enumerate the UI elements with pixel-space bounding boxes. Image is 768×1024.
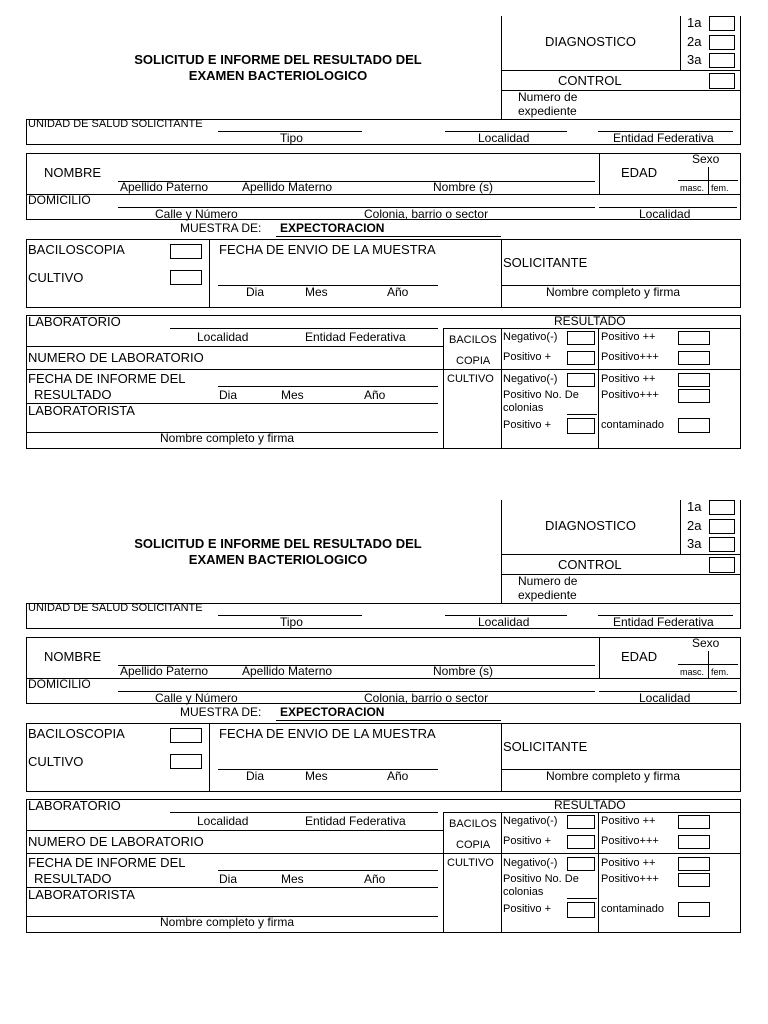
cult-positivo-2-label: Positivo ++: [601, 373, 656, 385]
diag-3a-label: 3a: [687, 536, 702, 551]
sexo-label: Sexo: [692, 152, 720, 166]
cult-negativo-label: Negativo(-): [503, 373, 558, 385]
bk-negativo-label: Negativo(-): [503, 331, 558, 343]
localidad-label: Localidad: [478, 131, 530, 145]
numero-laboratorio-label: NUMERO DE LABORATORIO: [28, 834, 204, 849]
cult-positivo-colonias-label-1: Positivo No. De: [503, 389, 579, 401]
control-label: CONTROL: [558, 557, 622, 572]
informe-dia-label: Dia: [219, 872, 238, 886]
fem-label: fem.: [711, 183, 729, 193]
fecha-informe-label-1: FECHA DE INFORME DEL: [28, 855, 186, 870]
numero-expediente-label-1: Numero de: [518, 574, 578, 588]
bk-positivo-1-checkbox[interactable]: [567, 835, 595, 849]
diag-2a-checkbox[interactable]: [709, 519, 735, 534]
calle-label: Calle y Número: [155, 207, 238, 221]
unidad-salud-label: UNIDAD DE SALUD SOLICITANTE: [28, 118, 203, 130]
cultivo-checkbox[interactable]: [170, 754, 202, 769]
apellido-paterno-label: Apellido Paterno: [120, 664, 209, 678]
resultado-label: RESULTADO: [554, 314, 626, 328]
bk-negativo-label: Negativo(-): [503, 815, 558, 827]
cultivo-checkbox[interactable]: [170, 270, 202, 285]
cult-negativo-checkbox[interactable]: [567, 373, 595, 387]
cult-positivo-3-checkbox[interactable]: [678, 873, 710, 887]
bk-positivo-2-label: Positivo ++: [601, 331, 656, 343]
numero-expediente-label-2: expediente: [518, 588, 577, 602]
laboratorista-firma-label: Nombre completo y firma: [160, 431, 295, 445]
baciloscopia-label: BACILOSCOPIA: [28, 726, 125, 741]
laboratorio-localidad-label: Localidad: [197, 330, 249, 344]
control-checkbox[interactable]: [709, 557, 735, 573]
laboratorio-entidad-label: Entidad Federativa: [305, 814, 406, 828]
solicitante-firma-label: Nombre completo y firma: [546, 285, 681, 299]
cult-positivo-colonias-label-1: Positivo No. De: [503, 873, 579, 885]
nombre-label: NOMBRE: [44, 649, 102, 664]
tipo-label: Tipo: [280, 131, 303, 145]
numero-expediente-label-2: expediente: [518, 104, 577, 118]
informe-mes-label: Mes: [281, 388, 304, 402]
muestra-value: EXPECTORACION: [280, 705, 385, 719]
cult-positivo-2-label: Positivo ++: [601, 857, 656, 869]
laboratorista-firma-label: Nombre completo y firma: [160, 915, 295, 929]
domicilio-label: DOMICILIO: [28, 193, 91, 207]
envio-dia-label: Dia: [246, 285, 265, 299]
fem-label: fem.: [711, 667, 729, 677]
colonia-label: Colonia, barrio o sector: [364, 691, 489, 705]
bk-positivo-3-checkbox[interactable]: [678, 351, 710, 365]
diag-3a-label: 3a: [687, 52, 702, 67]
domicilio-localidad-label: Localidad: [639, 691, 691, 705]
laboratorista-label: LABORATORISTA: [28, 403, 135, 418]
nombre-label: NOMBRE: [44, 165, 102, 180]
solicitante-firma-label: Nombre completo y firma: [546, 769, 681, 783]
bk-positivo-3-label: Positivo+++: [601, 351, 659, 363]
informe-anio-label: Año: [364, 388, 386, 402]
resultado-label: RESULTADO: [554, 798, 626, 812]
bk-positivo-1-label: Positivo +: [503, 351, 551, 363]
fecha-informe-label-1: FECHA DE INFORME DEL: [28, 371, 186, 386]
entidad-label: Entidad Federativa: [613, 615, 714, 629]
informe-anio-label: Año: [364, 872, 386, 886]
bk-negativo-checkbox[interactable]: [567, 815, 595, 829]
sexo-label: Sexo: [692, 636, 720, 650]
bk-positivo-2-checkbox[interactable]: [678, 815, 710, 829]
diag-1a-checkbox[interactable]: [709, 500, 735, 515]
nombres-label: Nombre (s): [433, 664, 494, 678]
calle-label: Calle y Número: [155, 691, 238, 705]
cult-positivo-colonias-label-2: colonias: [503, 886, 544, 898]
apellido-materno-label: Apellido Materno: [242, 180, 333, 194]
fecha-envio-label: FECHA DE ENVIO DE LA MUESTRA: [219, 242, 436, 257]
cult-positivo-1-label: Positivo +: [503, 419, 551, 431]
envio-anio-label: Año: [387, 285, 409, 299]
baciloscopia-checkbox[interactable]: [170, 728, 202, 743]
cult-positivo-1-checkbox[interactable]: [567, 418, 595, 434]
cultivo-resultado-label: CULTIVO: [447, 857, 494, 869]
bacilos-label: BACILOS: [449, 818, 497, 830]
cult-positivo-3-label: Positivo+++: [601, 389, 659, 401]
cult-positivo-2-checkbox[interactable]: [678, 857, 710, 871]
masc-label: masc.: [680, 183, 705, 193]
cult-positivo-colonias-label-2: colonias: [503, 402, 544, 414]
diag-3a-checkbox[interactable]: [709, 53, 735, 68]
cult-contaminado-label: contaminado: [601, 419, 664, 431]
localidad-label: Localidad: [478, 615, 530, 629]
muestra-label: MUESTRA DE:: [180, 221, 262, 235]
cult-contaminado-checkbox[interactable]: [678, 418, 710, 433]
tipo-label: Tipo: [280, 615, 303, 629]
diag-2a-checkbox[interactable]: [709, 35, 735, 50]
copia-label: COPIA: [456, 839, 491, 851]
bk-negativo-checkbox[interactable]: [567, 331, 595, 345]
bk-positivo-1-label: Positivo +: [503, 835, 551, 847]
cult-positivo-1-label: Positivo +: [503, 903, 551, 915]
bk-positivo-3-label: Positivo+++: [601, 835, 659, 847]
cult-negativo-label: Negativo(-): [503, 857, 558, 869]
laboratorio-label: LABORATORIO: [28, 798, 121, 813]
domicilio-localidad-label: Localidad: [639, 207, 691, 221]
fecha-informe-label-2: RESULTADO: [34, 871, 112, 886]
entidad-label: Entidad Federativa: [613, 131, 714, 145]
solicitante-label: SOLICITANTE: [503, 739, 588, 754]
cult-contaminado-label: contaminado: [601, 903, 664, 915]
masc-label: masc.: [680, 667, 705, 677]
cult-positivo-2-checkbox[interactable]: [678, 373, 710, 387]
envio-dia-label: Dia: [246, 769, 265, 783]
bacilos-label: BACILOS: [449, 334, 497, 346]
envio-mes-label: Mes: [305, 769, 328, 783]
cult-negativo-checkbox[interactable]: [567, 857, 595, 871]
form-title-line1: SOLICITUD E INFORME DEL RESULTADO DEL: [134, 52, 422, 67]
envio-anio-label: Año: [387, 769, 409, 783]
diag-1a-checkbox[interactable]: [709, 16, 735, 31]
apellido-materno-label: Apellido Materno: [242, 664, 333, 678]
cult-positivo-3-checkbox[interactable]: [678, 389, 710, 403]
baciloscopia-checkbox[interactable]: [170, 244, 202, 259]
form-title-line2: EXAMEN BACTERIOLOGICO: [188, 552, 368, 567]
copia-label: COPIA: [456, 355, 491, 367]
muestra-value: EXPECTORACION: [280, 221, 385, 235]
unidad-salud-label: UNIDAD DE SALUD SOLICITANTE: [28, 602, 203, 614]
informe-mes-label: Mes: [281, 872, 304, 886]
fecha-envio-label: FECHA DE ENVIO DE LA MUESTRA: [219, 726, 436, 741]
apellido-paterno-label: Apellido Paterno: [120, 180, 209, 194]
bk-positivo-2-checkbox[interactable]: [678, 331, 710, 345]
solicitante-label: SOLICITANTE: [503, 255, 588, 270]
form-title-line2: EXAMEN BACTERIOLOGICO: [188, 68, 368, 83]
domicilio-label: DOMICILIO: [28, 677, 91, 691]
diag-2a-label: 2a: [687, 34, 702, 49]
muestra-label: MUESTRA DE:: [180, 705, 262, 719]
control-checkbox[interactable]: [709, 73, 735, 89]
cultivo-resultado-label: CULTIVO: [447, 373, 494, 385]
edad-label: EDAD: [621, 649, 658, 664]
cult-contaminado-checkbox[interactable]: [678, 902, 710, 917]
numero-laboratorio-label: NUMERO DE LABORATORIO: [28, 350, 204, 365]
solicitud-form-top: [0, 0, 768, 500]
bk-positivo-3-checkbox[interactable]: [678, 835, 710, 849]
diagnostico-label: DIAGNOSTICO: [545, 34, 637, 49]
fecha-informe-label-2: RESULTADO: [34, 387, 112, 402]
cultivo-label: CULTIVO: [28, 754, 84, 769]
form-title-line1: SOLICITUD E INFORME DEL RESULTADO DEL: [134, 536, 422, 551]
numero-expediente-label-1: Numero de: [518, 90, 578, 104]
laboratorio-entidad-label: Entidad Federativa: [305, 330, 406, 344]
informe-dia-label: Dia: [219, 388, 238, 402]
envio-mes-label: Mes: [305, 285, 328, 299]
laboratorio-label: LABORATORIO: [28, 314, 121, 329]
laboratorio-localidad-label: Localidad: [197, 814, 249, 828]
bk-positivo-2-label: Positivo ++: [601, 815, 656, 827]
diag-2a-label: 2a: [687, 518, 702, 533]
cultivo-label: CULTIVO: [28, 270, 84, 285]
diagnostico-label: DIAGNOSTICO: [545, 518, 637, 533]
laboratorista-label: LABORATORISTA: [28, 887, 135, 902]
solicitud-form-bottom: [0, 484, 768, 984]
diag-1a-label: 1a: [687, 15, 702, 30]
cult-positivo-1-checkbox[interactable]: [567, 902, 595, 918]
edad-label: EDAD: [621, 165, 658, 180]
nombres-label: Nombre (s): [433, 180, 494, 194]
diag-3a-checkbox[interactable]: [709, 537, 735, 552]
diag-1a-label: 1a: [687, 499, 702, 514]
control-label: CONTROL: [558, 73, 622, 88]
colonia-label: Colonia, barrio o sector: [364, 207, 489, 221]
cult-positivo-3-label: Positivo+++: [601, 873, 659, 885]
bk-positivo-1-checkbox[interactable]: [567, 351, 595, 365]
baciloscopia-label: BACILOSCOPIA: [28, 242, 125, 257]
